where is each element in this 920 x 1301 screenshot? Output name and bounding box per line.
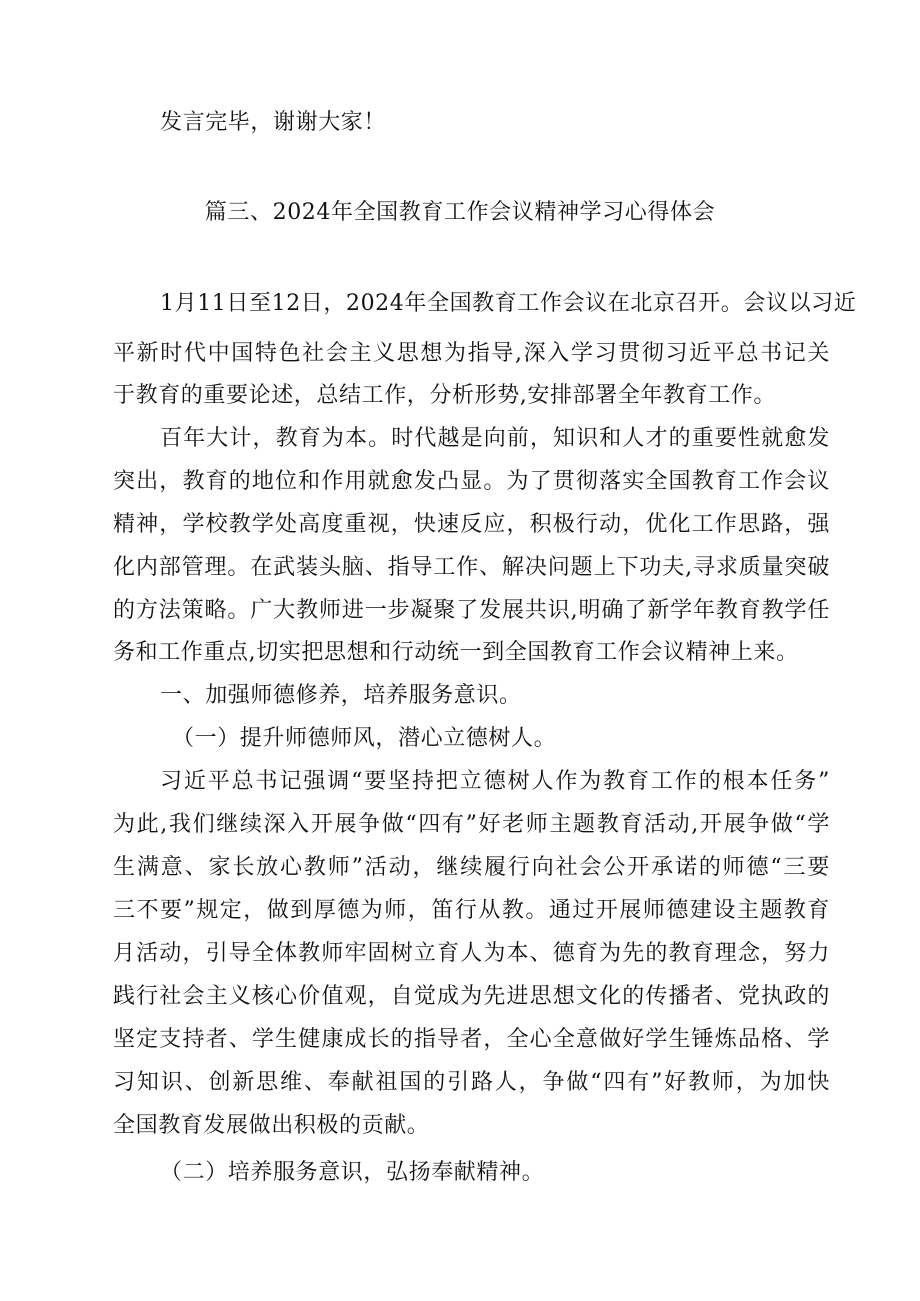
paragraph-2-line-1: 百年大计，教育为本。时代越是向前，知识和人才的重要性就愈发	[160, 426, 830, 451]
paragraph-2-line-6: 务和工作重点,切实把思想和行动统一到全国教育工作会议精神上来。	[113, 640, 799, 665]
paragraph-1-line-2: 平新时代中国特色社会主义思想为指导,深入学习贯彻习近平总书记关	[113, 341, 830, 366]
subheading-2: （二）培养服务意识，弘扬奉献精神。	[160, 1160, 545, 1185]
section-title: 篇三、2024年全国教育工作会议精神学习心得体会	[204, 200, 716, 225]
paragraph-2-line-5: 的方法策略。广大教师进一步凝聚了发展共识,明确了新学年教育教学任	[113, 598, 830, 623]
paragraph-3-line-8: 习知识、创新思维、奉献祖国的引路人，争做“四有”好教师，为加快	[113, 1070, 830, 1095]
subheading-1: （一）提升师德师风，潜心立德树人。	[172, 726, 557, 751]
paragraph-2-line-3: 精神，学校教学处高度重视，快速反应，积极行动，优化工作思路，强	[113, 512, 830, 537]
paragraph-3-line-6: 践行社会主义核心价值观，自觉成为先进思想文化的传播者、党执政的	[113, 984, 830, 1009]
paragraph-3-line-1: 习近平总书记强调“要坚持把立德树人作为教育工作的根本任务”	[160, 769, 830, 794]
paragraph-2-line-2: 突出，教育的地位和作用就愈发凸显。为了贯彻落实全国教育工作会议	[113, 469, 830, 494]
paragraph-3-line-4: 三不要”规定，做到厚德为师，笛行从教。通过开展师德建设主题教育	[113, 898, 830, 923]
closing-line: 发言完毕，谢谢大家！	[160, 110, 387, 135]
paragraph-3-line-3: 生满意、家长放心教师”活动，继续履行向社会公开承诺的师德“三要	[113, 855, 830, 880]
paragraph-1-line-1: 1月11日至12日，2024年全国教育工作会议在北京召开。会议以习近	[160, 291, 857, 316]
paragraph-1-line-3: 于教育的重要论述，总结工作，分析形势,安排部署全年教育工作。	[113, 383, 776, 408]
paragraph-3-line-5: 月活动，引导全体教师牢固树立育人为本、德育为先的教育理念，努力	[113, 941, 830, 966]
paragraph-3-line-7: 坚定支持者、学生健康成长的指导者，全心全意做好学生锤炼品格、学	[113, 1027, 830, 1052]
paragraph-3-line-9: 全国教育发展做出积极的贡献。	[113, 1113, 430, 1138]
paragraph-2-line-4: 化内部管理。在武装头脑、指导工作、解决问题上下功夫,寻求质量突破	[113, 555, 830, 580]
paragraph-3-line-2: 为此,我们继续深入开展争做“四有”好老师主题教育活动,开展争做“学	[113, 812, 830, 837]
heading-1: 一、加强师德修养，培养服务意识。	[160, 683, 522, 708]
